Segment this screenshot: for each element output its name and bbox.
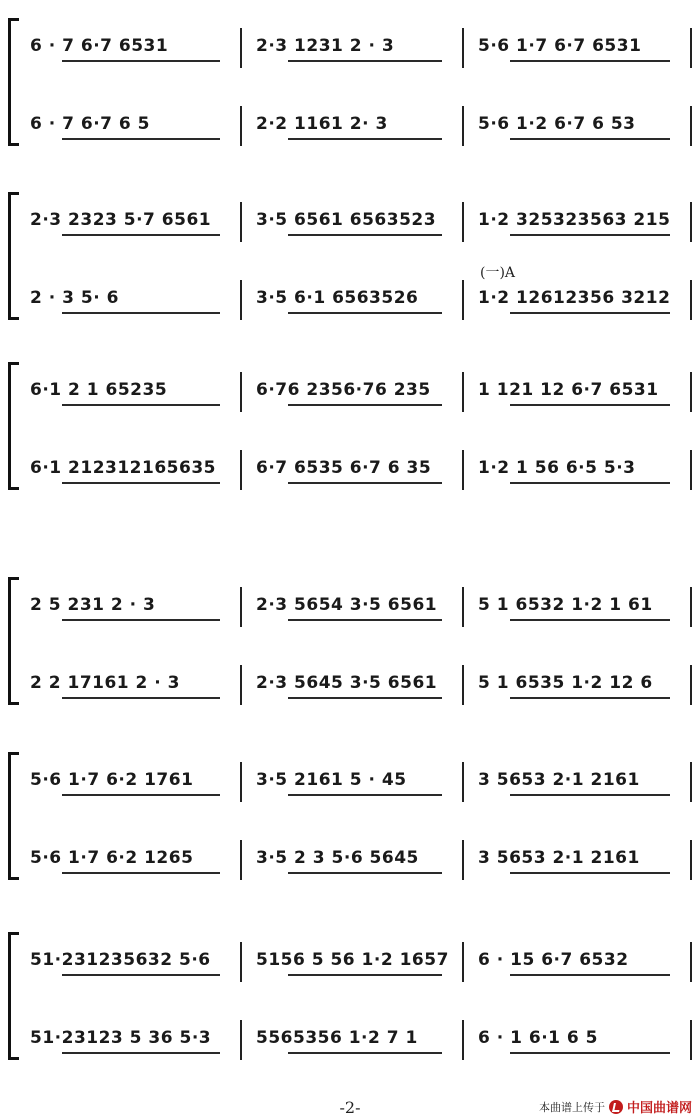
measure-notes: 51·231235632 5·6 bbox=[30, 950, 211, 970]
barline bbox=[690, 762, 692, 802]
measure-notes: 3 5653 2·1 2161 bbox=[478, 848, 640, 868]
measure-notes: 2 2 17161 2 · 3 bbox=[30, 673, 181, 693]
measure-notes: 2 · 3 5· 6 bbox=[30, 288, 119, 308]
barline bbox=[240, 202, 242, 242]
measure-notes: 2·2 1161 2· 3 bbox=[256, 114, 388, 134]
measure-notes: 3·5 2161 5 · 45 bbox=[256, 770, 407, 790]
barline bbox=[462, 762, 464, 802]
score-system bbox=[0, 6, 700, 156]
beam-underline bbox=[62, 872, 220, 874]
barline bbox=[462, 1020, 464, 1060]
measure-notes: 2·3 5654 3·5 6561 bbox=[256, 595, 438, 615]
beam-underline bbox=[288, 619, 442, 621]
measure-notes: 2·3 5645 3·5 6561 bbox=[256, 673, 438, 693]
beam-underline bbox=[510, 619, 670, 621]
beam-underline bbox=[62, 404, 220, 406]
lower-staff-line bbox=[0, 840, 700, 880]
barline bbox=[462, 202, 464, 242]
upper-staff-line bbox=[0, 202, 700, 242]
beam-underline bbox=[510, 974, 670, 976]
beam-underline bbox=[288, 138, 442, 140]
barline bbox=[690, 840, 692, 880]
beam-underline bbox=[62, 312, 220, 314]
barline bbox=[690, 202, 692, 242]
beam-underline bbox=[62, 234, 220, 236]
beam-underline bbox=[62, 60, 220, 62]
score-system bbox=[0, 565, 700, 715]
barline bbox=[462, 840, 464, 880]
measure-notes: 5·6 1·7 6·2 1761 bbox=[30, 770, 194, 790]
barline bbox=[462, 28, 464, 68]
upper-staff-line bbox=[0, 372, 700, 412]
barline bbox=[240, 665, 242, 705]
beam-underline bbox=[288, 974, 442, 976]
measure-notes: 1·2 12612356 3212 bbox=[478, 288, 671, 308]
barline bbox=[240, 280, 242, 320]
beam-underline bbox=[510, 1052, 670, 1054]
barline bbox=[690, 942, 692, 982]
measure-notes: 5156 5 56 1·2 1657 bbox=[256, 950, 449, 970]
beam-underline bbox=[288, 234, 442, 236]
page-number: -2- bbox=[339, 1098, 361, 1117]
score-system bbox=[0, 920, 700, 1070]
upload-note: 本曲谱上传于 bbox=[538, 1100, 605, 1114]
barline bbox=[462, 106, 464, 146]
lower-staff-line bbox=[0, 665, 700, 705]
barline bbox=[240, 942, 242, 982]
measure-notes: 1 121 12 6·7 6531 bbox=[478, 380, 659, 400]
barline bbox=[462, 372, 464, 412]
barline bbox=[690, 1020, 692, 1060]
score-system bbox=[0, 740, 700, 890]
measure-notes: 51·23123 5 36 5·3 bbox=[30, 1028, 212, 1048]
lower-staff-line bbox=[0, 450, 700, 490]
measure-notes: 6·1 2 1 65235 bbox=[30, 380, 168, 400]
measure-notes: 5·6 1·7 6·7 6531 bbox=[478, 36, 642, 56]
barline bbox=[462, 280, 464, 320]
beam-underline bbox=[510, 138, 670, 140]
measure-notes: 3·5 2 3 5·6 5645 bbox=[256, 848, 419, 868]
measure-notes: 2·3 1231 2 · 3 bbox=[256, 36, 395, 56]
measure-notes: 6·7 6535 6·7 6 35 bbox=[256, 458, 432, 478]
beam-underline bbox=[510, 234, 670, 236]
beam-underline bbox=[510, 794, 670, 796]
site-name: 中国曲谱网 bbox=[626, 1101, 692, 1116]
barline bbox=[462, 665, 464, 705]
measure-notes: 2·3 2323 5·7 6561 bbox=[30, 210, 212, 230]
beam-underline bbox=[288, 1052, 442, 1054]
measure-notes: 6 · 15 6·7 6532 bbox=[478, 950, 629, 970]
beam-underline bbox=[62, 697, 220, 699]
barline bbox=[690, 665, 692, 705]
beam-underline bbox=[288, 404, 442, 406]
barline bbox=[240, 28, 242, 68]
barline bbox=[462, 942, 464, 982]
measure-notes: 6·76 2356·76 235 bbox=[256, 380, 431, 400]
barline bbox=[690, 587, 692, 627]
upper-staff-line bbox=[0, 942, 700, 982]
beam-underline bbox=[510, 482, 670, 484]
score-system bbox=[0, 180, 700, 330]
measure-notes: 3·5 6·1 6563526 bbox=[256, 288, 419, 308]
measure-notes: 5 1 6532 1·2 1 61 bbox=[478, 595, 653, 615]
beam-underline bbox=[288, 872, 442, 874]
beam-underline bbox=[510, 872, 670, 874]
barline bbox=[240, 840, 242, 880]
beam-underline bbox=[288, 794, 442, 796]
measure-notes: 3·5 6561 6563523 bbox=[256, 210, 437, 230]
upper-staff-line bbox=[0, 762, 700, 802]
beam-underline bbox=[62, 619, 220, 621]
measure-notes: 1·2 325323563 215 bbox=[478, 210, 671, 230]
barline bbox=[240, 1020, 242, 1060]
measure-notes: 6·1 212312165635 bbox=[30, 458, 216, 478]
measure-notes: 5·6 1·2 6·7 6 53 bbox=[478, 114, 636, 134]
section-mark: (一)A bbox=[480, 265, 516, 281]
barline bbox=[462, 450, 464, 490]
beam-underline bbox=[62, 138, 220, 140]
measure-notes: 6 · 1 6·1 6 5 bbox=[478, 1028, 598, 1048]
measure-notes: 6 · 7 6·7 6 5 bbox=[30, 114, 150, 134]
measure-notes: 1·2 1 56 6·5 5·3 bbox=[478, 458, 636, 478]
barline bbox=[240, 762, 242, 802]
beam-underline bbox=[62, 794, 220, 796]
barline bbox=[462, 587, 464, 627]
barline bbox=[690, 450, 692, 490]
beam-underline bbox=[62, 1052, 220, 1054]
measure-notes: 2 5 231 2 · 3 bbox=[30, 595, 156, 615]
measure-notes: 5·6 1·7 6·2 1265 bbox=[30, 848, 194, 868]
beam-underline bbox=[510, 404, 670, 406]
measure-notes: 6 · 7 6·7 6531 bbox=[30, 36, 169, 56]
upper-staff-line bbox=[0, 587, 700, 627]
barline bbox=[690, 106, 692, 146]
score-system bbox=[0, 350, 700, 500]
barline bbox=[240, 106, 242, 146]
barline bbox=[690, 280, 692, 320]
lower-staff-line bbox=[0, 280, 700, 320]
site-logo-icon bbox=[609, 1100, 623, 1114]
footer-note bbox=[539, 1097, 692, 1116]
beam-underline bbox=[62, 974, 220, 976]
measure-notes: 3 5653 2·1 2161 bbox=[478, 770, 640, 790]
upper-staff-line bbox=[0, 28, 700, 68]
barline bbox=[240, 372, 242, 412]
barline bbox=[240, 450, 242, 490]
lower-staff-line bbox=[0, 106, 700, 146]
measure-notes: 5565356 1·2 7 1 bbox=[256, 1028, 418, 1048]
beam-underline bbox=[62, 482, 220, 484]
beam-underline bbox=[288, 60, 442, 62]
beam-underline bbox=[288, 697, 442, 699]
barline bbox=[240, 587, 242, 627]
beam-underline bbox=[288, 482, 442, 484]
beam-underline bbox=[510, 60, 670, 62]
measure-notes: 5 1 6535 1·2 12 6 bbox=[478, 673, 653, 693]
barline bbox=[690, 372, 692, 412]
beam-underline bbox=[288, 312, 442, 314]
beam-underline bbox=[510, 697, 670, 699]
lower-staff-line bbox=[0, 1020, 700, 1060]
barline bbox=[690, 28, 692, 68]
beam-underline bbox=[510, 312, 670, 314]
